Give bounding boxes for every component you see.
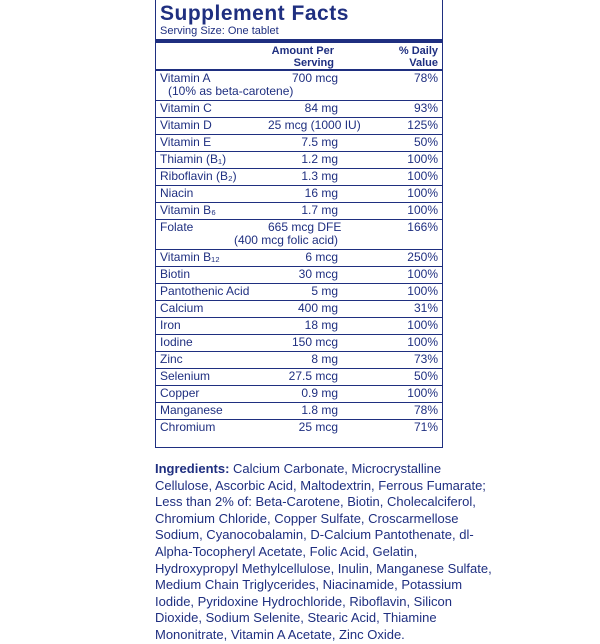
nutrient-row xyxy=(156,203,442,220)
column-header xyxy=(160,43,438,69)
nutrient-amount-cell xyxy=(233,220,342,249)
nutrient-daily-value: 100% xyxy=(407,267,438,281)
nutrient-daily-value: 100% xyxy=(407,186,438,200)
nutrient-name: Vitamin D xyxy=(160,118,212,132)
nutrient-amount: 25 mcg xyxy=(298,420,338,434)
nutrient-amount: 700 mcg xyxy=(291,71,338,85)
nutrient-daily-value: 78% xyxy=(413,71,438,85)
nutrient-name: Iodine xyxy=(160,335,193,349)
nutrient-amount-cell xyxy=(268,302,338,317)
nutrient-row xyxy=(156,318,442,335)
nutrient-name: Selenium xyxy=(160,369,211,383)
nutrient-name-cell xyxy=(160,170,268,185)
nutrient-name-cell xyxy=(160,102,268,117)
nutrient-name: Niacin xyxy=(160,186,194,200)
nutrient-amount-cell xyxy=(268,285,338,300)
nutrient-name-cell xyxy=(160,71,294,100)
nutrient-name: Vitamin C xyxy=(160,101,212,115)
nutrient-amount-note: (400 mcg folic acid) xyxy=(233,233,338,247)
nutrient-row xyxy=(156,352,442,369)
nutrient-daily-value: 50% xyxy=(413,135,438,149)
nutrient-amount-cell xyxy=(268,268,338,283)
nutrient-name-cell xyxy=(160,404,268,419)
nutrient-amount: 25 mcg (1000 IU) xyxy=(268,118,361,132)
nutrient-daily-value: 125% xyxy=(407,118,438,132)
nutrient-name: Vitamin A xyxy=(160,71,211,85)
supplement-facts-panel xyxy=(155,0,443,448)
nutrient-amount-cell xyxy=(268,336,338,351)
nutrient-daily-value: 100% xyxy=(407,335,438,349)
nutrient-name: Thiamin (B₁) xyxy=(160,152,227,166)
nutrient-name-cell xyxy=(160,285,268,300)
nutrient-amount: 150 mcg xyxy=(291,335,338,349)
nutrient-name-cell xyxy=(160,153,268,168)
nutrient-name: Zinc xyxy=(160,352,183,366)
nutrient-daily-value: 100% xyxy=(407,318,438,332)
nutrient-row xyxy=(156,250,442,267)
nutrient-row xyxy=(156,420,442,437)
nutrient-name-cell xyxy=(160,268,268,283)
nutrient-name: Iron xyxy=(160,318,181,332)
nutrient-amount-cell xyxy=(268,404,338,419)
nutrient-row xyxy=(156,301,442,318)
nutrient-name-cell xyxy=(160,136,268,151)
nutrient-table xyxy=(160,71,438,437)
nutrient-row xyxy=(156,284,442,301)
nutrient-name-cell xyxy=(160,336,268,351)
nutrient-amount: 5 mg xyxy=(311,284,338,298)
nutrient-name: Vitamin E xyxy=(160,135,212,149)
nutrient-amount-cell xyxy=(268,72,338,100)
nutrient-row xyxy=(156,169,442,186)
nutrient-amount: 400 mg xyxy=(297,301,338,315)
nutrient-daily-value: 166% xyxy=(407,220,438,234)
amount-per-serving-header: Amount Per Serving xyxy=(271,45,334,69)
nutrient-amount-cell xyxy=(268,118,361,134)
nutrient-daily-value: 31% xyxy=(413,301,438,315)
daily-value-header: % Daily Value xyxy=(398,45,438,69)
nutrient-row xyxy=(156,101,442,118)
nutrient-amount: 1.7 mg xyxy=(301,203,338,217)
nutrient-amount: 84 mg xyxy=(304,101,338,115)
nutrient-amount-cell xyxy=(268,319,338,334)
nutrient-name: Copper xyxy=(160,386,200,400)
nutrient-daily-value: 100% xyxy=(407,169,438,183)
nutrient-row xyxy=(156,186,442,203)
nutrient-amount: 18 mg xyxy=(304,318,338,332)
nutrient-row xyxy=(156,386,442,403)
nutrient-row xyxy=(156,135,442,152)
nutrient-amount: 665 mcg DFE xyxy=(268,220,342,234)
nutrient-subnote: (10% as beta-carotene) xyxy=(168,84,294,98)
nutrient-daily-value: 100% xyxy=(407,152,438,166)
nutrient-amount-cell xyxy=(268,187,338,202)
nutrient-amount: 0.9 mg xyxy=(301,386,338,400)
nutrient-name: Folate xyxy=(160,220,194,234)
nutrient-row xyxy=(156,403,442,420)
nutrient-name: Calcium xyxy=(160,301,204,315)
nutrient-amount: 1.2 mg xyxy=(301,152,338,166)
nutrient-row xyxy=(156,335,442,352)
nutrient-row xyxy=(156,118,442,135)
nutrient-row xyxy=(156,220,442,250)
nutrient-daily-value: 100% xyxy=(407,386,438,400)
nutrient-amount-cell xyxy=(268,370,338,385)
nutrient-name: Pantothenic Acid xyxy=(160,284,250,298)
nutrient-amount: 7.5 mg xyxy=(301,135,338,149)
nutrient-daily-value: 93% xyxy=(413,101,438,115)
nutrient-daily-value: 100% xyxy=(407,203,438,217)
nutrient-name: Vitamin B₁₂ xyxy=(160,250,220,264)
nutrient-daily-value: 250% xyxy=(407,250,438,264)
nutrient-name-cell xyxy=(160,187,268,202)
nutrient-name-cell xyxy=(160,251,268,266)
nutrient-amount: 1.8 mg xyxy=(301,403,338,417)
panel-title: Supplement Facts xyxy=(160,2,349,25)
nutrient-name-cell xyxy=(160,421,268,437)
nutrient-amount-cell xyxy=(268,102,338,117)
nutrient-daily-value: 50% xyxy=(413,369,438,383)
nutrient-daily-value: 100% xyxy=(407,284,438,298)
nutrient-name-cell xyxy=(160,302,268,317)
nutrient-name-cell xyxy=(160,387,268,402)
nutrient-amount-cell xyxy=(268,353,338,368)
nutrient-amount-cell xyxy=(268,170,338,185)
nutrient-amount-cell xyxy=(268,136,338,151)
nutrient-name: Manganese xyxy=(160,403,223,417)
nutrient-amount-cell xyxy=(268,153,338,168)
nutrient-row xyxy=(156,267,442,284)
nutrient-amount-cell xyxy=(268,421,338,437)
nutrient-name: Vitamin B₆ xyxy=(160,203,216,217)
ingredients-text: Calcium Carbonate, Microcrystalline Cellulose, Ascorbic Acid, Maltodextrin, Ferrous Fumarate; Less than 2% of: Beta-Carotene, Biotin, Cholecalciferol, Chromium Chloride, Copper Sulfate, Croscarmellose Sodium, Cyanocobalamin, D-Calcium Pantothenate, dl-Alpha-Tocopheryl Acetate, Folic Acid, Gelatin, Hydroxypropyl Methylcellulose, Inulin, Manganese Sulfate, Medium Chain Triglycerides, Niacinamide, Potassium Iodide, Pyridoxine Hydrochloride, Riboflavin, Silicon Dioxide, Sodium Selenite, Stearic Acid, Thiamine Mononitrate, Vitamin A Acetate, Zinc Oxide. xyxy=(155,461,492,642)
nutrient-amount-cell xyxy=(268,251,338,266)
nutrient-amount: 6 mcg xyxy=(305,250,338,264)
nutrient-name-cell xyxy=(160,319,268,334)
nutrient-name-cell xyxy=(160,353,268,368)
nutrient-amount: 8 mg xyxy=(311,352,338,366)
nutrient-name-cell xyxy=(160,204,268,219)
nutrient-row xyxy=(156,71,442,101)
nutrient-row xyxy=(156,369,442,386)
nutrient-amount-cell xyxy=(268,204,338,219)
nutrient-name-cell xyxy=(160,370,268,385)
nutrient-daily-value: 71% xyxy=(413,420,438,434)
ingredients-statement xyxy=(155,461,500,644)
nutrient-daily-value: 73% xyxy=(413,352,438,366)
ingredients-label: Ingredients: xyxy=(155,461,230,476)
nutrient-daily-value: 78% xyxy=(413,403,438,417)
nutrient-name-cell xyxy=(160,119,268,134)
nutrient-amount: 1.3 mg xyxy=(301,169,338,183)
nutrient-amount: 16 mg xyxy=(304,186,338,200)
serving-size: Serving Size: One tablet xyxy=(160,25,279,37)
nutrient-amount: 30 mcg xyxy=(298,267,338,281)
nutrient-amount: 27.5 mcg xyxy=(288,369,338,383)
nutrient-name: Chromium xyxy=(160,420,216,434)
nutrient-amount-cell xyxy=(268,387,338,402)
nutrient-row xyxy=(156,152,442,169)
nutrient-name: Riboflavin (B₂) xyxy=(160,169,237,183)
nutrient-name: Biotin xyxy=(160,267,191,281)
